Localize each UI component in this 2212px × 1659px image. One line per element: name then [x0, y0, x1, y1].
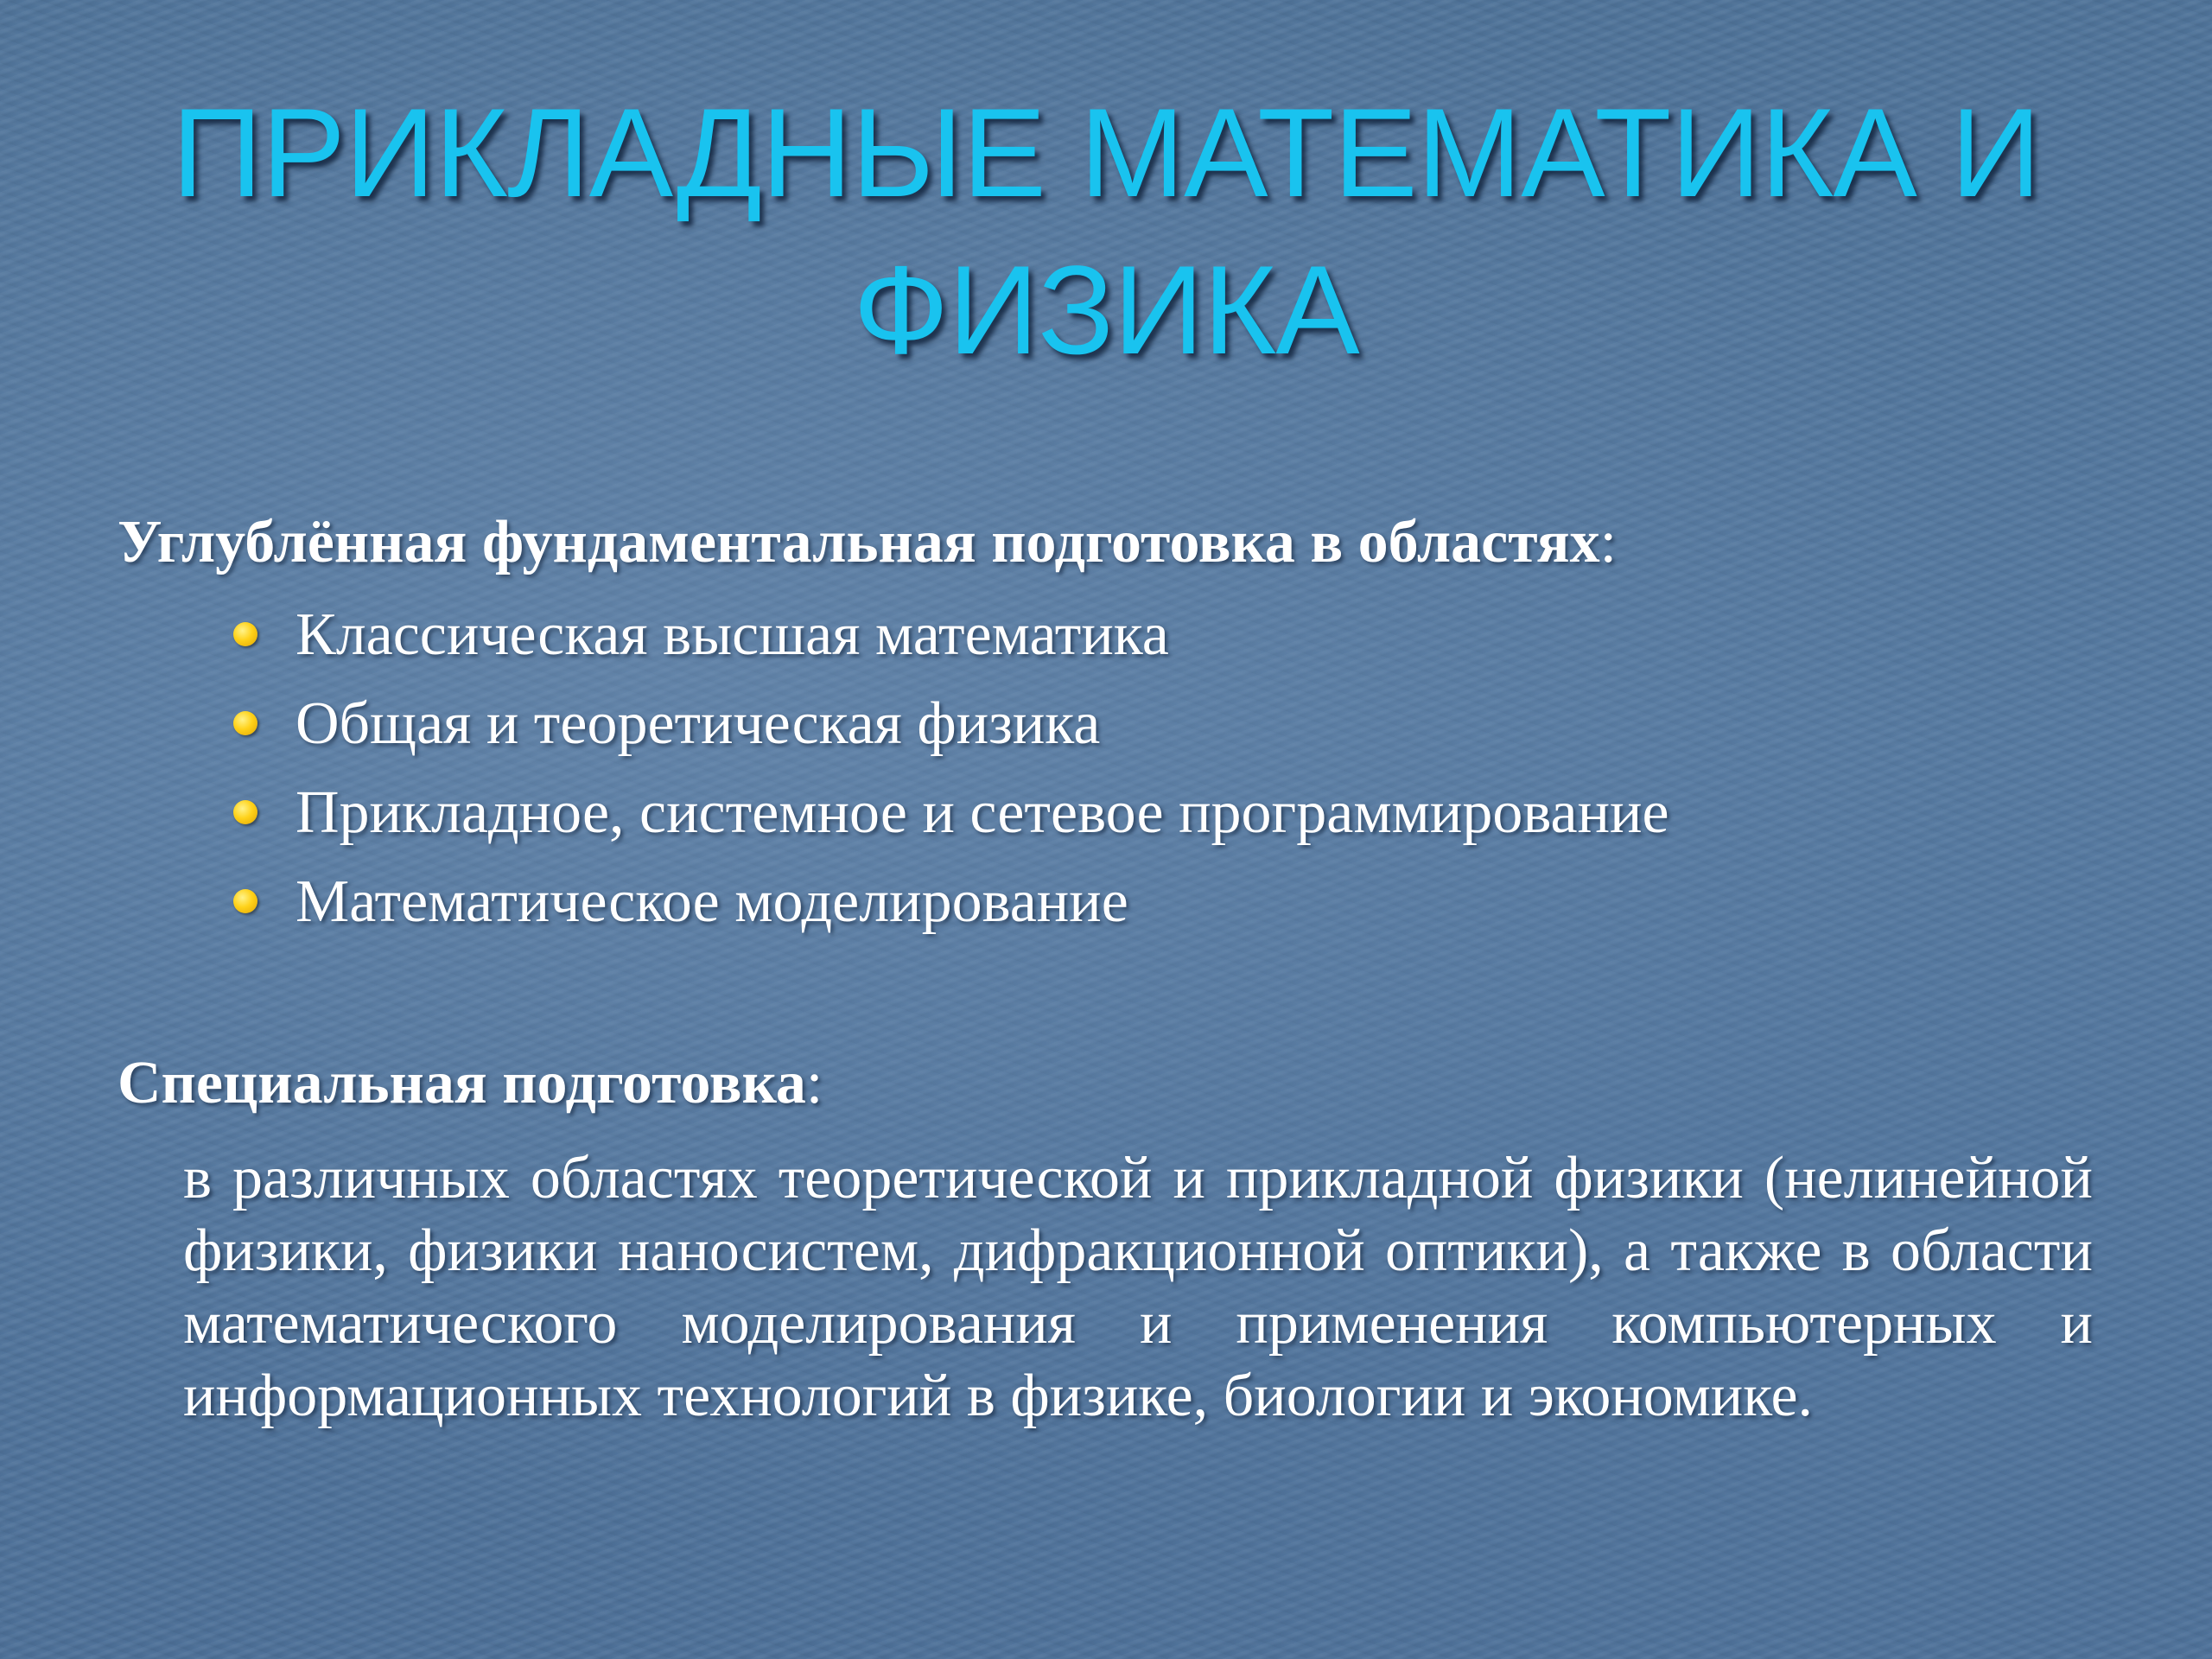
list-item-label: Прикладное, системное и сетевое программирование — [296, 779, 1669, 846]
bullet-dot-icon — [233, 800, 257, 824]
fundamental-areas-list — [225, 596, 1669, 952]
bullet-dot-icon — [233, 622, 257, 646]
bullet-dot-icon — [233, 889, 257, 913]
section-heading-fundamental — [118, 508, 1617, 577]
heading-colon: : — [805, 1050, 823, 1116]
list-item — [225, 863, 1669, 952]
special-training-paragraph: в различных областях теоретической и прикладной физики (нелинейной физики, физики наносистем, дифракционной оптики), а также в области математического моделирования и применения компьютерных и информационных технологий в физике, биологии и экономике. — [183, 1145, 2093, 1429]
bullet-dot-icon — [233, 711, 257, 735]
list-item — [225, 596, 1669, 685]
slide-title: ПРИКЛАДНЫЕ МАТЕМАТИКА И ФИЗИКА — [171, 82, 2041, 380]
list-item — [225, 685, 1669, 774]
list-item — [225, 774, 1669, 863]
section-heading-text: Углублённая фундаментальная подготовка в областях — [118, 509, 1600, 575]
section-heading-text: Специальная подготовка — [118, 1050, 806, 1116]
section-heading-special — [118, 1049, 823, 1118]
list-item-label: Классическая высшая математика — [296, 601, 1169, 668]
heading-colon: : — [1599, 509, 1618, 575]
list-item-label: Математическое моделирование — [296, 868, 1128, 935]
list-item-label: Общая и теоретическая физика — [296, 690, 1101, 757]
